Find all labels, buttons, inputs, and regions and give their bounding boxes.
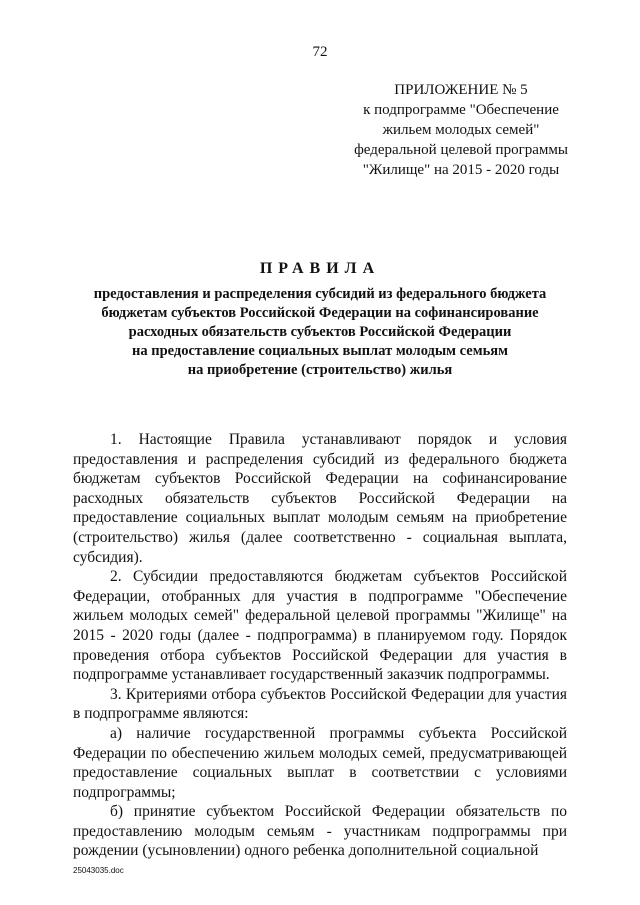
subtitle-line: расходных обязательств субъектов Российской Федерации [128, 324, 512, 340]
appendix-block [336, 80, 586, 180]
appendix-line: к подпрограмме "Обеспечение [363, 102, 559, 118]
paragraph-3b: б) принятие субъектом Российской Федерации обязательств по предоставлению молодым семьям - участникам подпрограммы при рождении (усыновлении) одного ребенка дополнительной социальной [73, 803, 567, 860]
document-body [73, 430, 567, 861]
subtitle-line: на приобретение (строительство) жилья [187, 362, 453, 378]
document-title: ПРАВИЛА [259, 260, 381, 277]
paragraph-3a: а) наличие государственной программы субъекта Российской Федерации по обеспечению жильем молодых семей, предусматривающей предоставление социальных выплат в соответствии с условиями подпрограммы; [73, 724, 567, 801]
appendix-line: "Жилище" на 2015 - 2020 годы [362, 162, 560, 178]
appendix-line: федеральной целевой программы [354, 142, 568, 158]
paragraph-1: 1. Настоящие Правила устанавливают порядок и условия предоставления и распределения субсидий из федерального бюджета бюджетам субъектов Российской Федерации на софинансирование расходных обязательств субъектов Российской Федерации на предоставление социальных выплат молодым семьям на приобретение (строительство) жилья (далее соответственно - социальная выплата, субсидия). [73, 431, 567, 566]
paragraph-3: 3. Критериями отбора субъектов Российской Федерации для участия в подпрограмме являются: [73, 685, 567, 723]
paragraph-2: 2. Субсидии предоставляются бюджетам субъектов Российской Федерации, отобранных для участия в подпрограмме "Обеспечение жильем молодых семей" федеральной целевой программы "Жилище" на 2015 - 2020 годы (далее - подпрограмма) в планируемом году. Порядок проведения отбора субъектов Российской Федерации для участия в подпрограмме устанавливает государственный заказчик подпрограммы. [73, 568, 567, 684]
appendix-line: жильем молодых семей" [382, 122, 540, 138]
subtitle-line: бюджетам субъектов Российской Федерации на софинансирование [101, 305, 539, 321]
document-subtitle [40, 285, 600, 380]
page-number: 72 [312, 44, 328, 60]
subtitle-line: предоставления и распределения субсидий из федерального бюджета [93, 286, 547, 302]
subtitle-line: на предоставление социальных выплат молодым семьям [131, 343, 509, 359]
footer-file-code: 25043035.doc [73, 866, 124, 875]
appendix-line: ПРИЛОЖЕНИЕ № 5 [394, 82, 528, 98]
